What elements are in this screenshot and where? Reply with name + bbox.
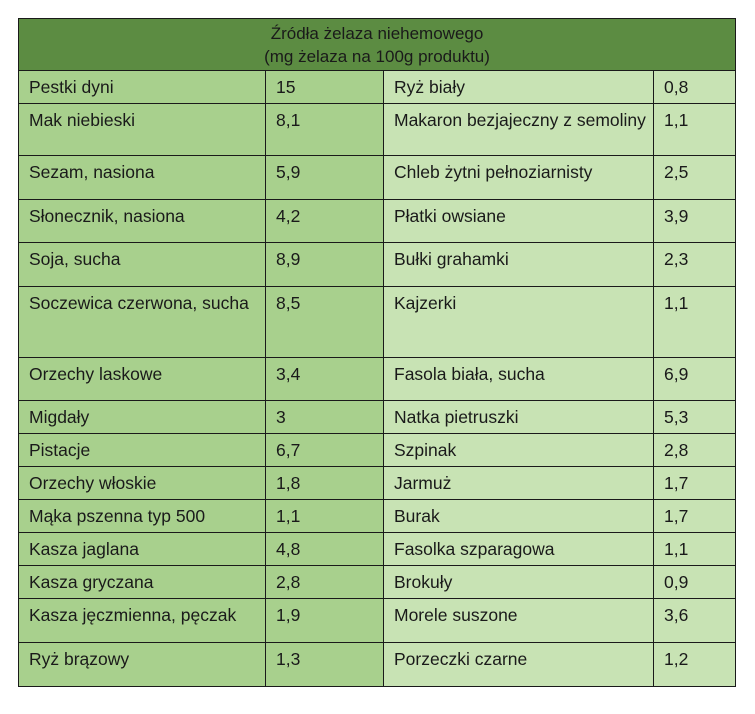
table-title	[19, 19, 736, 71]
left-iron-value-text: 1,9	[276, 605, 301, 625]
left-iron-value-text: 3,4	[276, 364, 301, 384]
table-row	[19, 104, 736, 156]
right-product-name	[384, 156, 654, 200]
table-row	[19, 643, 736, 687]
table-row	[19, 500, 736, 533]
right-iron-value	[654, 533, 736, 566]
left-iron-value-text: 2,8	[276, 572, 301, 592]
left-product-name	[19, 287, 266, 358]
table-row	[19, 287, 736, 358]
table-header-row	[19, 19, 736, 71]
left-iron-value-text: 4,2	[276, 206, 301, 226]
table-row	[19, 243, 736, 287]
right-product-name	[384, 104, 654, 156]
left-product-name	[19, 467, 266, 500]
left-iron-value-text: 4,8	[276, 539, 301, 559]
right-iron-value-text: 1,7	[664, 506, 689, 526]
right-iron-value	[654, 358, 736, 401]
right-iron-value	[654, 500, 736, 533]
left-product-name-text: Ryż brązowy	[29, 649, 130, 669]
right-iron-value-text: 1,7	[664, 473, 689, 493]
right-product-name-text: Morele suszone	[394, 605, 518, 625]
right-product-name-text: Ryż biały	[394, 77, 465, 97]
left-product-name-text: Mąka pszenna typ 500	[29, 506, 206, 526]
left-iron-value-text: 15	[276, 77, 296, 97]
left-product-name-text: Migdały	[29, 407, 90, 427]
left-product-name-text: Orzechy włoskie	[29, 473, 157, 493]
right-product-name-text: Jarmuż	[394, 473, 452, 493]
right-product-name-text: Szpinak	[394, 440, 457, 460]
left-iron-value-text: 8,1	[276, 110, 301, 130]
right-iron-value-text: 2,3	[664, 249, 689, 269]
right-product-name-text: Fasolka szparagowa	[394, 539, 555, 559]
left-product-name-text: Pestki dyni	[29, 77, 114, 97]
right-product-name-text: Brokuły	[394, 572, 453, 592]
left-iron-value	[266, 599, 384, 643]
table-title-line1: Źródła żelaza niehemowego	[270, 24, 484, 43]
right-product-name	[384, 434, 654, 467]
left-product-name-text: Słonecznik, nasiona	[29, 206, 185, 226]
left-product-name-text: Mak niebieski	[29, 110, 136, 130]
left-product-name	[19, 401, 266, 434]
left-product-name	[19, 104, 266, 156]
right-iron-value	[654, 599, 736, 643]
right-iron-value-text: 1,1	[664, 293, 689, 313]
table-row	[19, 401, 736, 434]
left-iron-value	[266, 434, 384, 467]
right-product-name-text: Kajzerki	[394, 293, 457, 313]
left-iron-value-text: 8,5	[276, 293, 301, 313]
left-product-name-text: Sezam, nasiona	[29, 162, 155, 182]
right-product-name	[384, 71, 654, 104]
left-iron-value	[266, 500, 384, 533]
left-iron-value-text: 8,9	[276, 249, 301, 269]
right-product-name-text: Płatki owsiane	[394, 206, 506, 226]
left-iron-value	[266, 358, 384, 401]
right-iron-value	[654, 156, 736, 200]
right-product-name-text: Makaron bezjajeczny z semoliny	[394, 110, 646, 130]
left-product-name	[19, 71, 266, 104]
left-product-name	[19, 500, 266, 533]
right-product-name-text: Bułki grahamki	[394, 249, 509, 269]
right-iron-value-text: 2,5	[664, 162, 689, 182]
left-iron-value	[266, 287, 384, 358]
left-iron-value	[266, 566, 384, 599]
right-product-name	[384, 566, 654, 599]
left-iron-value-text: 1,8	[276, 473, 301, 493]
table-row	[19, 467, 736, 500]
left-product-name	[19, 156, 266, 200]
right-iron-value-text: 5,3	[664, 407, 689, 427]
left-iron-value-text: 1,1	[276, 506, 301, 526]
right-product-name	[384, 200, 654, 243]
left-product-name	[19, 200, 266, 243]
right-product-name	[384, 643, 654, 687]
iron-sources-table	[18, 18, 736, 687]
table-row	[19, 434, 736, 467]
left-iron-value	[266, 156, 384, 200]
table-row	[19, 599, 736, 643]
right-product-name	[384, 533, 654, 566]
left-product-name	[19, 566, 266, 599]
right-iron-value	[654, 71, 736, 104]
right-iron-value	[654, 643, 736, 687]
right-product-name	[384, 401, 654, 434]
table-row	[19, 533, 736, 566]
right-iron-value	[654, 434, 736, 467]
table-row	[19, 71, 736, 104]
left-iron-value	[266, 643, 384, 687]
table-row	[19, 358, 736, 401]
right-iron-value-text: 1,1	[664, 110, 689, 130]
left-iron-value	[266, 401, 384, 434]
left-product-name-text: Kasza jęczmienna, pęczak	[29, 605, 237, 625]
left-product-name-text: Orzechy laskowe	[29, 364, 163, 384]
right-iron-value-text: 6,9	[664, 364, 689, 384]
right-product-name	[384, 243, 654, 287]
left-iron-value-text: 1,3	[276, 649, 301, 669]
left-product-name-text: Soja, sucha	[29, 249, 121, 269]
table-title-line2: (mg żelaza na 100g produktu)	[264, 47, 490, 66]
table-row	[19, 566, 736, 599]
right-product-name	[384, 358, 654, 401]
left-iron-value	[266, 243, 384, 287]
right-iron-value	[654, 566, 736, 599]
left-iron-value-text: 6,7	[276, 440, 301, 460]
left-product-name	[19, 358, 266, 401]
right-product-name	[384, 287, 654, 358]
left-iron-value-text: 5,9	[276, 162, 301, 182]
right-product-name-text: Burak	[394, 506, 440, 526]
right-iron-value-text: 1,1	[664, 539, 689, 559]
left-iron-value	[266, 200, 384, 243]
left-product-name-text: Pistacje	[29, 440, 91, 460]
right-product-name-text: Porzeczki czarne	[394, 649, 528, 669]
right-product-name-text: Fasola biała, sucha	[394, 364, 545, 384]
left-iron-value	[266, 467, 384, 500]
right-iron-value	[654, 104, 736, 156]
right-iron-value	[654, 200, 736, 243]
left-iron-value	[266, 71, 384, 104]
right-product-name	[384, 599, 654, 643]
left-iron-value	[266, 533, 384, 566]
right-product-name-text: Natka pietruszki	[394, 407, 519, 427]
left-iron-value	[266, 104, 384, 156]
right-iron-value	[654, 467, 736, 500]
right-iron-value-text: 2,8	[664, 440, 689, 460]
right-iron-value	[654, 401, 736, 434]
right-product-name-text: Chleb żytni pełnoziarnisty	[394, 162, 593, 182]
right-iron-value-text: 0,8	[664, 77, 689, 97]
left-product-name-text: Kasza gryczana	[29, 572, 154, 592]
table-row	[19, 156, 736, 200]
left-product-name	[19, 643, 266, 687]
right-iron-value-text: 3,6	[664, 605, 689, 625]
left-product-name	[19, 599, 266, 643]
left-product-name-text: Soczewica czerwona, sucha	[29, 293, 249, 313]
left-product-name	[19, 533, 266, 566]
left-iron-value-text: 3	[276, 407, 286, 427]
left-product-name	[19, 434, 266, 467]
right-product-name	[384, 467, 654, 500]
table-row	[19, 200, 736, 243]
right-iron-value-text: 0,9	[664, 572, 689, 592]
right-iron-value	[654, 243, 736, 287]
left-product-name	[19, 243, 266, 287]
left-product-name-text: Kasza jaglana	[29, 539, 139, 559]
right-iron-value	[654, 287, 736, 358]
right-product-name	[384, 500, 654, 533]
right-iron-value-text: 1,2	[664, 649, 689, 669]
right-iron-value-text: 3,9	[664, 206, 689, 226]
